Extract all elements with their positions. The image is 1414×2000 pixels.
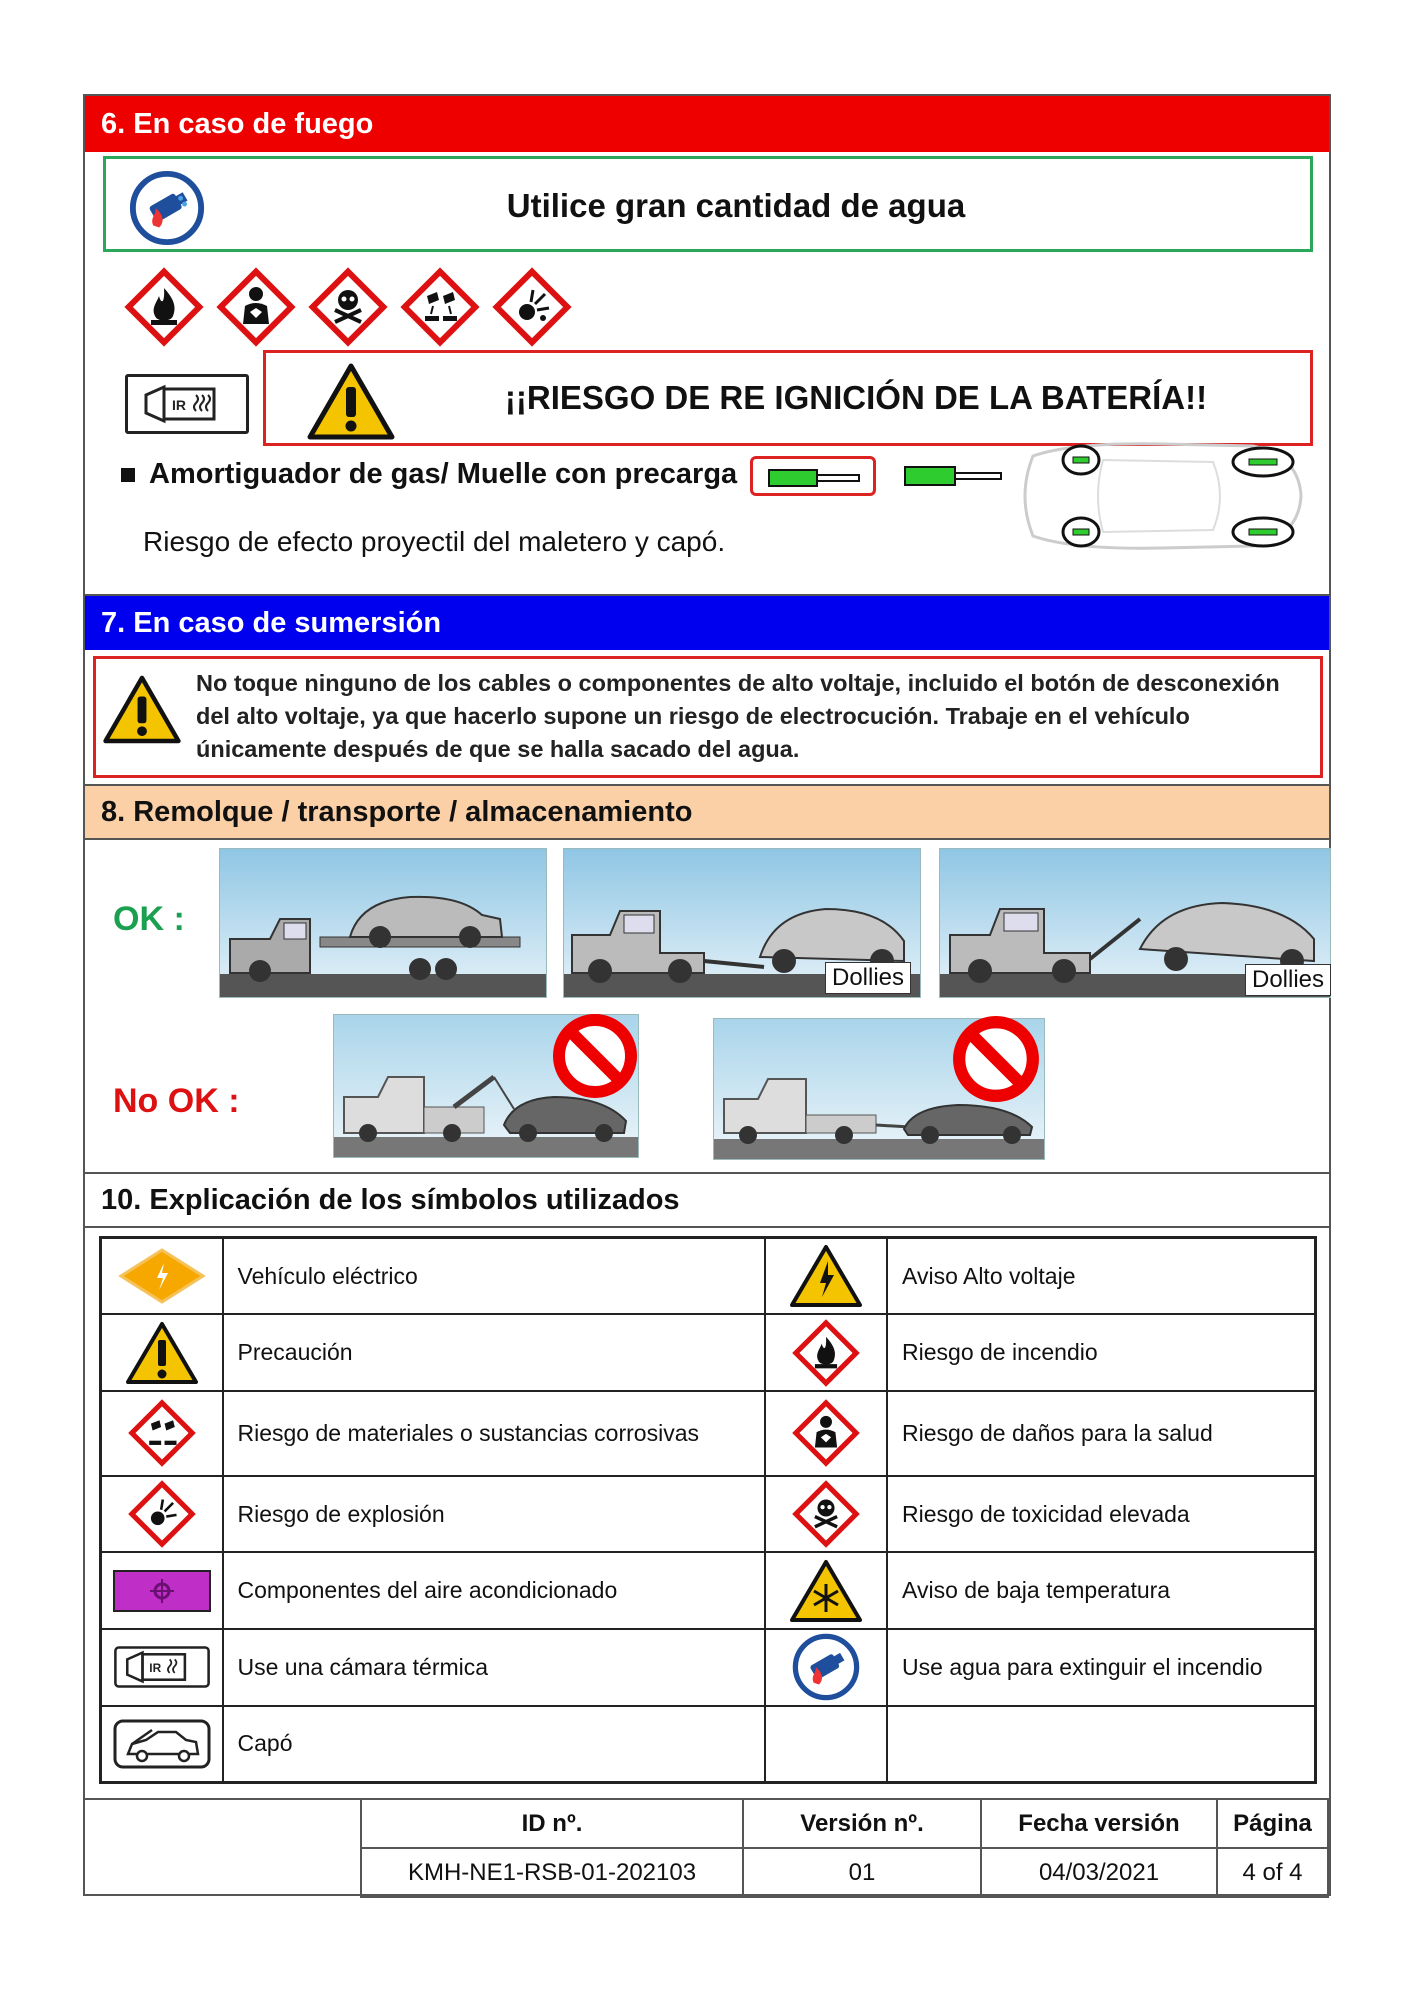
reignition-warning-text: ¡¡RIESGO DE RE IGNICIÓN DE LA BATERÍA!! — [504, 379, 1208, 416]
gas-spring-icon — [767, 467, 863, 489]
gas-spring-label: Amortiguador de gas/ Muelle con precarga — [149, 458, 738, 490]
symbol-cell — [765, 1629, 887, 1706]
hood-icon — [112, 1718, 212, 1770]
thermal-camera-icon — [112, 1642, 212, 1692]
section-6-title: 6. En caso de fuego — [85, 96, 1329, 152]
toxic-skull-icon — [307, 266, 389, 348]
version-value: 01 — [743, 1848, 981, 1897]
flammable-icon — [123, 266, 205, 348]
high-voltage-icon — [788, 1243, 864, 1309]
page-value: 4 of 4 — [1217, 1848, 1328, 1897]
corrosive-icon — [127, 1398, 197, 1468]
symbol-cell — [765, 1314, 887, 1391]
air-conditioning-icon — [112, 1569, 212, 1613]
empty-cell — [765, 1706, 887, 1783]
date-value: 04/03/2021 — [981, 1848, 1217, 1897]
symbol-label: Aviso de baja temperatura — [887, 1552, 1315, 1629]
empty-cell — [887, 1706, 1315, 1783]
symbol-label: Riesgo de explosión — [223, 1476, 766, 1553]
reignition-warning-box — [263, 350, 1313, 446]
warning-triangle-icon — [102, 673, 182, 745]
water-instruction-text: Utilice gran cantidad de agua — [506, 187, 966, 224]
water-extinguish-icon — [791, 1632, 861, 1702]
symbol-cell — [101, 1552, 223, 1629]
symbol-label: Riesgo de materiales o sustancias corrosivas — [223, 1391, 766, 1476]
gas-spring-line — [121, 458, 737, 491]
section-7-title: 7. En caso de sumersión — [85, 594, 1329, 650]
ir-icon-text: IR — [172, 397, 186, 413]
symbol-label: Riesgo de incendio — [887, 1314, 1315, 1391]
explosion-icon — [127, 1479, 197, 1549]
symbol-cell — [101, 1238, 223, 1315]
document-footer — [85, 1798, 1329, 1898]
symbol-label: Componentes del aire acondicionado — [223, 1552, 766, 1629]
symbol-cell — [101, 1314, 223, 1391]
dollies-label-1: Dollies — [825, 962, 911, 994]
table-row — [101, 1476, 1316, 1553]
water-instruction-box — [103, 156, 1313, 252]
prohibited-icon — [551, 1012, 639, 1100]
table-row — [101, 1629, 1316, 1706]
date-label: Fecha versión — [981, 1799, 1217, 1848]
symbol-cell — [101, 1476, 223, 1553]
section-10-title: 10. Explicación de los símbolos utilizados — [85, 1172, 1329, 1228]
gas-spring-highlight — [750, 456, 876, 496]
submersion-warning-box — [93, 656, 1323, 778]
hazard-pictogram-row — [123, 266, 573, 348]
caution-icon — [124, 1320, 200, 1386]
page-label: Página — [1217, 1799, 1328, 1848]
dollies-label-2: Dollies — [1245, 964, 1331, 996]
health-hazard-icon — [215, 266, 297, 348]
flatbed-truck-illustration — [220, 849, 547, 998]
symbol-label: Aviso Alto voltaje — [887, 1238, 1315, 1315]
explosive-icon — [491, 266, 573, 348]
page-frame — [83, 94, 1331, 1896]
health-hazard-icon — [791, 1398, 861, 1468]
gas-spring-icon-2 — [903, 464, 1005, 488]
thermal-camera-icon — [125, 374, 249, 434]
prohibited-icon — [951, 1014, 1041, 1104]
low-temperature-icon — [788, 1558, 864, 1624]
symbol-cell — [765, 1238, 887, 1315]
id-value: KMH-NE1-RSB-01-202103 — [361, 1848, 743, 1897]
version-label: Versión nº. — [743, 1799, 981, 1848]
not-ok-label: No OK : — [113, 1082, 240, 1120]
water-extinguisher-icon — [128, 169, 206, 247]
table-row — [101, 1314, 1316, 1391]
thermal-camera-graphic — [128, 377, 246, 431]
ir-icon-text: IR — [149, 1661, 161, 1676]
symbol-cell — [101, 1629, 223, 1706]
projectile-risk-text: Riesgo de efecto proyectil del maletero y capó. — [143, 526, 726, 557]
electric-vehicle-icon — [117, 1247, 207, 1305]
submersion-warning-text: No toque ninguno de los cables o componentes de alto voltaje, incluido el botón de desconexión del alto voltaje, ya que hacerlo supone un riesgo de electrocución. Trabaje en el vehículo únicamente después de que se halla sacado del agua. — [196, 670, 1280, 762]
table-row — [101, 1238, 1316, 1315]
symbol-label: Precaución — [223, 1314, 766, 1391]
table-row — [101, 1391, 1316, 1476]
id-label: ID nº. — [361, 1799, 743, 1848]
flatbed-transport-photo — [219, 848, 547, 998]
symbol-label: Vehículo eléctrico — [223, 1238, 766, 1315]
warning-triangle-icon — [306, 361, 396, 441]
symbol-label: Riesgo de daños para la salud — [887, 1391, 1315, 1476]
symbol-cell — [101, 1706, 223, 1783]
bullet-marker — [121, 468, 135, 482]
corrosive-icon — [399, 266, 481, 348]
symbol-cell — [765, 1476, 887, 1553]
fire-risk-icon — [791, 1318, 861, 1388]
table-row — [101, 1706, 1316, 1783]
ok-label: OK : — [113, 900, 185, 938]
footer-blank — [85, 1799, 361, 1897]
symbol-label: Riesgo de toxicidad elevada — [887, 1476, 1315, 1553]
symbols-table — [99, 1236, 1317, 1784]
symbol-cell — [101, 1391, 223, 1476]
symbol-label: Use una cámara térmica — [223, 1629, 766, 1706]
symbol-cell — [765, 1391, 887, 1476]
section-8-title: 8. Remolque / transporte / almacenamiento — [85, 784, 1329, 840]
symbol-label: Use agua para extinguir el incendio — [887, 1629, 1315, 1706]
symbol-label: Capó — [223, 1706, 766, 1783]
toxicity-skull-icon — [791, 1479, 861, 1549]
symbol-cell — [765, 1552, 887, 1629]
car-top-view-diagram — [1013, 436, 1305, 554]
table-row — [101, 1552, 1316, 1629]
